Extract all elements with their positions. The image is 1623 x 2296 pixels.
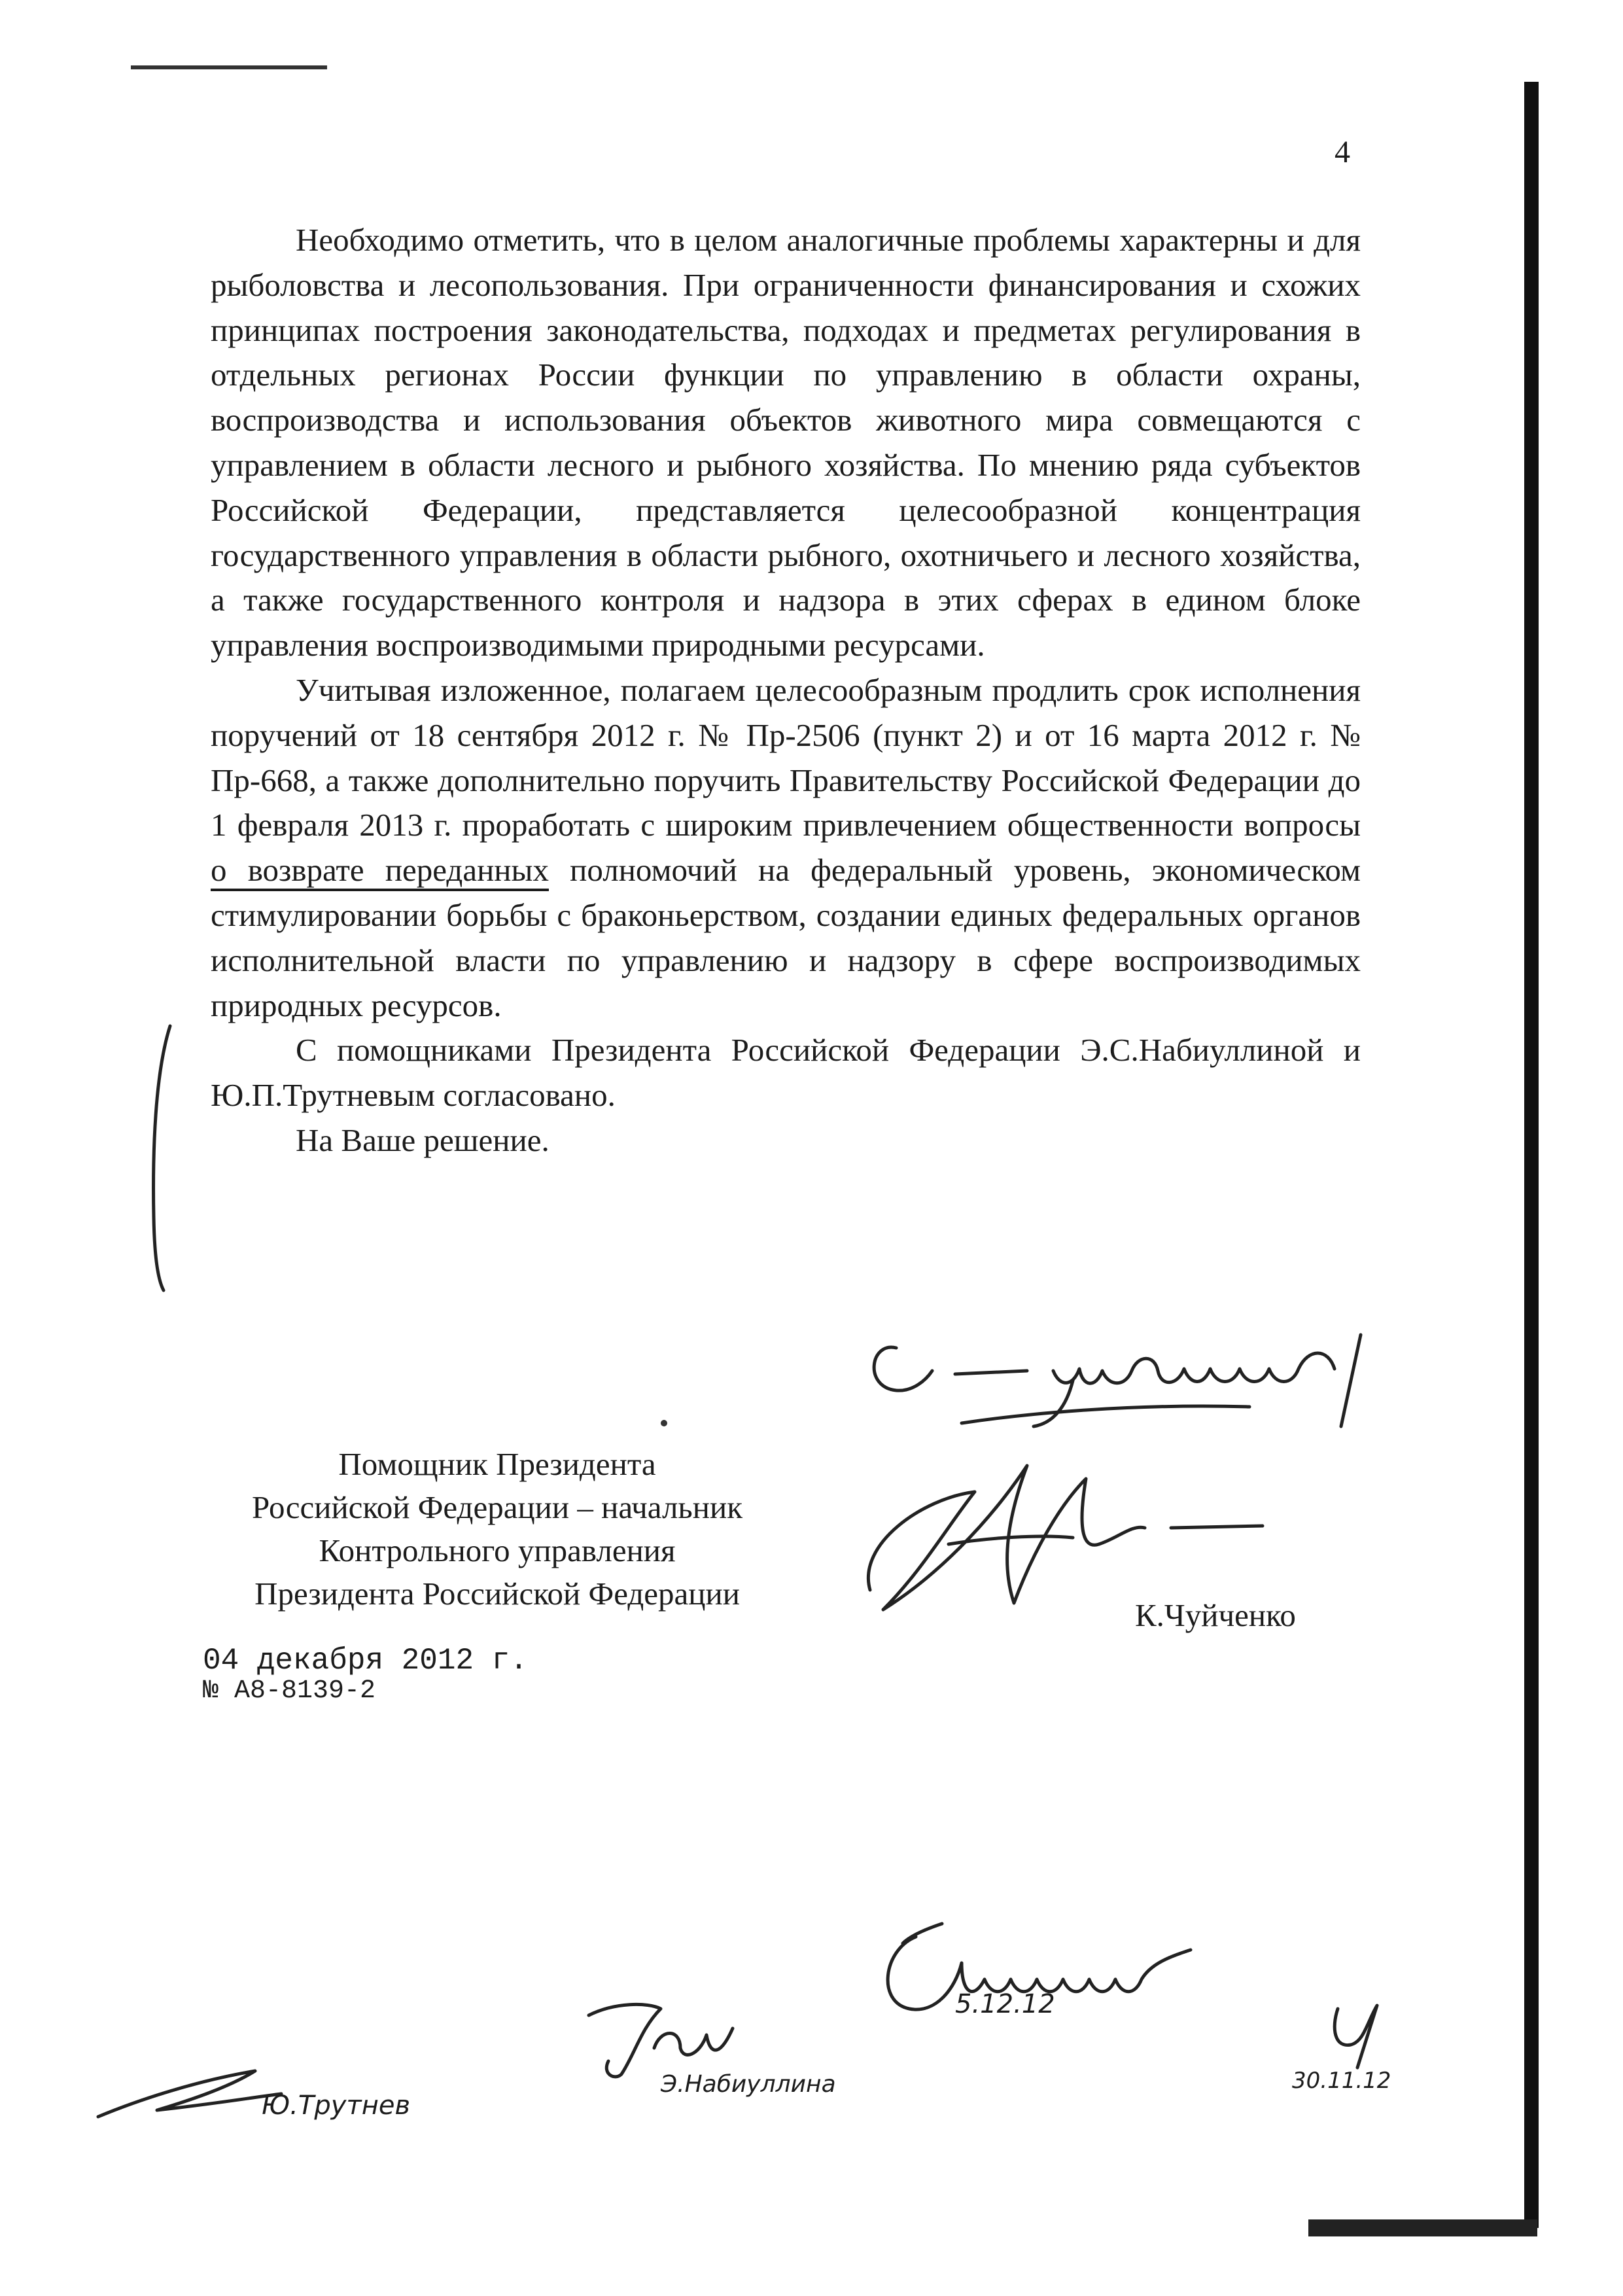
top-rule bbox=[131, 65, 327, 69]
paragraph-3: С помощниками Президента Российской Федерации Э.С.Набиуллиной и Ю.П.Трутневым согласовано. bbox=[211, 1032, 1361, 1114]
approval-signature bbox=[864, 1911, 1230, 2041]
signer-title-line-4: Президента Российской Федерации bbox=[254, 1576, 740, 1612]
small-note-date: 30.11.12 bbox=[1292, 2068, 1391, 2094]
paragraph-2-start: Учитывая изложенное, полагаем целесообразным продлить срок исполнения поручений от 18 сентября 2012 г. № Пр-2506 (пункт 2) и от 16 марта 2012 г. № Пр-668, а также дополнительно поручить Правительству Российской Федерации до 1 февраля 2013 г. проработать с широким привлечением общественности вопросы bbox=[211, 671, 1361, 843]
scan-border-right bbox=[1524, 82, 1539, 2228]
margin-bracket-mark bbox=[141, 1021, 180, 1296]
paragraph-4: На Ваше решение. bbox=[296, 1122, 550, 1158]
small-signature bbox=[1318, 1996, 1397, 2074]
signer-title-block bbox=[190, 1443, 805, 1616]
page-number: 4 bbox=[1335, 135, 1350, 169]
handwritten-closing bbox=[857, 1309, 1446, 1433]
scan-border-bottom bbox=[1308, 2219, 1537, 2236]
nabiullina-caption: Э.Набиуллина bbox=[661, 2071, 836, 2098]
letter-body bbox=[211, 218, 1361, 1163]
underlined-phrase: о возврате переданных bbox=[211, 852, 549, 889]
signer-title-line-3: Контрольного управления bbox=[319, 1532, 676, 1568]
signer-title-line-2: Российской Федерации – начальник bbox=[251, 1489, 743, 1525]
paragraph-1: Необходимо отметить, что в целом аналогичные проблемы характерны и для рыболовства и лесопользования. При ограниченности финансирования и схожих принципах построения законодательства, подходах и предметах регулирования в отдельных регионах России функции по управлению в области охраны, воспроизводства и использования объектов животного мира совмещаются с управлением в области лесного и рыбного хозяйства. По мнению ряда субъектов Российской Федерации, представляется целесообразной концентрация государственного управления в области рыбного, охотничьего и лесного хозяйства, а также государственного контроля и надзора в этих сферах в едином блоке управления воспроизводимыми природными ресурсами. bbox=[211, 222, 1361, 663]
paragraph-2 bbox=[211, 668, 1361, 1028]
scan-dot bbox=[661, 1420, 667, 1426]
signer-name: К.Чуйченко bbox=[1135, 1597, 1296, 1633]
signer-title-line-1: Помощник Президента bbox=[338, 1446, 656, 1482]
trutnev-caption: Ю.Трутнев bbox=[262, 2091, 411, 2121]
document-number: № А8-8139-2 bbox=[203, 1676, 376, 1706]
document-date: 04 декабря 2012 г. bbox=[203, 1644, 528, 1678]
approval-date: 5.12.12 bbox=[955, 1989, 1055, 2019]
paragraph-2-end: полномочий на федеральный уровень, экономическом стимулировании борьбы с браконьерством, создании единых федеральных органов исполнительной власти по управлению и надзору в сфере воспроизводимых природных ресурсов. bbox=[211, 852, 1361, 1023]
